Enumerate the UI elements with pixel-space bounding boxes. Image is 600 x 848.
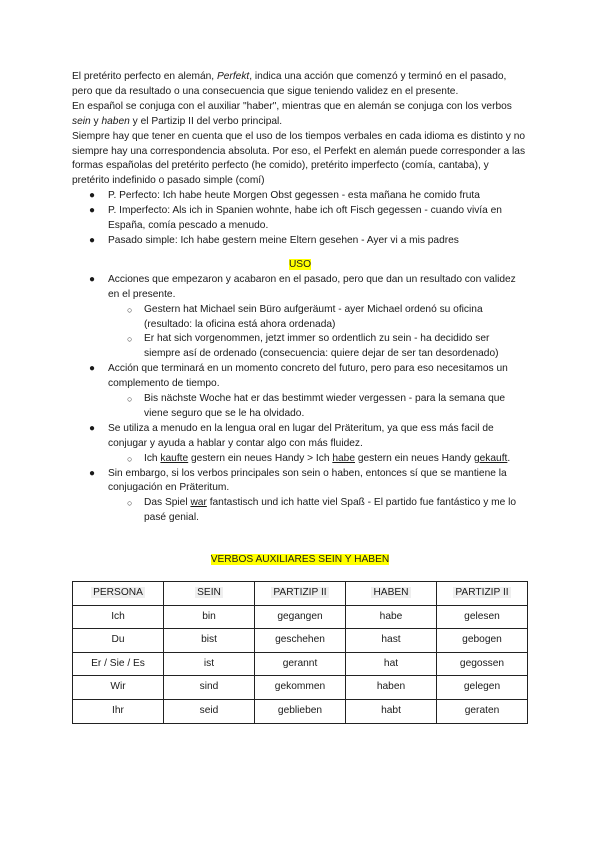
list-item [72, 467, 528, 497]
table-cell: gerannt [255, 652, 346, 676]
uso-list [72, 273, 528, 526]
bullet-icon: ● [89, 234, 96, 246]
table-cell: Du [73, 629, 164, 653]
list-item [72, 204, 528, 234]
header-text: HABEN [373, 586, 409, 598]
list-item-text: P. Perfecto: Ich habe heute Morgen Obst gegessen - esta mañana he comido fruta [108, 190, 480, 202]
sub-list-item [72, 332, 528, 362]
list-item [72, 234, 528, 249]
table-cell: Ihr [73, 700, 164, 724]
table-cell: Wir [73, 676, 164, 700]
text: y [90, 115, 102, 127]
table-cell: Ich [73, 605, 164, 629]
table-cell: hat [346, 652, 437, 676]
text: gestern ein neues Handy > Ich [188, 452, 333, 464]
table-cell: hast [346, 629, 437, 653]
bullet-icon: ● [89, 422, 96, 434]
uso-heading-line [72, 258, 528, 273]
sub-list-item [72, 303, 528, 333]
circle-bullet-icon: ○ [127, 334, 133, 345]
table-header-row [73, 582, 528, 606]
text: y el Partizip II del verbo principal. [129, 115, 283, 127]
list-item-text: Se utiliza a menudo en la lengua oral en lugar del Präteritum, ya que ess más facil de conjugar y ayuda a hablar y contar algo con más fluidez. [108, 422, 494, 449]
circle-bullet-icon: ○ [127, 394, 133, 405]
intro-paragraph-1 [72, 70, 528, 100]
table-row [73, 605, 528, 629]
table-cell: gegossen [437, 652, 528, 676]
column-header [346, 582, 437, 606]
list-item-text: Sin embargo, si los verbos principales son sein o haben, entonces sí que se mantiene la conjugación en Präteritum. [108, 467, 507, 494]
sub-list-item [72, 392, 528, 422]
list-item-text: Gestern hat Michael sein Büro aufgeräumt - ayer Michael ordenó su oficina (resultado: la oficina está ahora ordenada) [144, 303, 483, 330]
table-cell: gekommen [255, 676, 346, 700]
table-row [73, 700, 528, 724]
table-cell: gelegen [437, 676, 528, 700]
underlined-word: gekauft [473, 452, 508, 464]
bullet-icon: ● [89, 190, 96, 202]
intro-paragraph-2 [72, 100, 528, 130]
term-sein: sein [72, 115, 91, 127]
circle-bullet-icon: ○ [127, 498, 133, 509]
table-cell: geraten [437, 700, 528, 724]
document-page [72, 70, 528, 724]
table-cell: Er / Sie / Es [73, 652, 164, 676]
term-perfekt: Perfekt [216, 71, 250, 82]
list-item-text: Bis nächste Woche hat er das bestimmt wieder vergessen - para la semana que viene seguro que se le ha olvidado. [144, 393, 506, 419]
list-item-text: P. Imperfecto: Als ich in Spanien wohnte, habe ich oft Fisch gegessen - cuando vivía en España, comía pescado a menudo. [108, 205, 502, 232]
underlined-word: war [190, 497, 207, 509]
list-item-text: Er hat sich vorgenommen, jetzt immer so ordentlich zu sein - ha decidido ser siempre así de ordenado (consecuencia: quiere dejar de ser tan desordenado) [144, 333, 499, 360]
list-item-text: Acciones que empezaron y acabaron en el pasado, pero que dan un resultado con validez en el presente. [108, 273, 516, 300]
column-header [255, 582, 346, 606]
text: El pretérito perfecto en alemán, [72, 71, 217, 82]
column-header [73, 582, 164, 606]
bullet-icon: ● [89, 467, 96, 479]
column-header [164, 582, 255, 606]
verbos-table [72, 581, 528, 724]
verbos-heading-line [72, 553, 528, 568]
list-item [72, 189, 528, 204]
column-header [437, 582, 528, 606]
table-cell: gelesen [437, 605, 528, 629]
sub-list-item [72, 452, 528, 467]
text: , indica una acción que comenzó y terminó en el pasado, pero que da resultado o una consecuencia que sigue teniendo validez en el presente. [72, 71, 507, 97]
term-haben: haben [101, 115, 130, 127]
underlined-word: kaufte [160, 452, 189, 464]
list-item [72, 422, 528, 452]
table-cell: gegangen [255, 605, 346, 629]
circle-bullet-icon: ○ [127, 453, 133, 464]
table-cell: gebogen [437, 629, 528, 653]
table-cell: geschehen [255, 629, 346, 653]
table-cell: ist [164, 652, 255, 676]
table-cell: geblieben [255, 700, 346, 724]
intro-paragraph-3: Siempre hay que tener en cuenta que el uso de los tiempos verbales en cada idioma es distinto y no siempre hay una correspondencia absoluta. Por eso, el Perfekt en alemán puede corresponder a las formas españolas del pretérito perfecto (he comido), pretérito imperfecto (comía, cantaba), y pretérito indefinido o pasado simple (comí) [72, 130, 526, 187]
table-row [73, 652, 528, 676]
header-text: SEIN [197, 586, 221, 598]
table-cell: habt [346, 700, 437, 724]
list-item [72, 273, 528, 303]
table-row [73, 676, 528, 700]
verbos-heading: VERBOS AUXILIARES SEIN Y HABEN [210, 554, 390, 566]
bullet-icon: ● [89, 363, 96, 375]
text: Ich [144, 452, 161, 464]
table-cell: sind [164, 676, 255, 700]
circle-bullet-icon: ○ [127, 304, 133, 315]
underlined-word: habe [332, 452, 355, 464]
intro-bullet-list [72, 189, 528, 249]
bullet-icon: ● [89, 205, 96, 217]
sub-list-item [72, 496, 528, 526]
table-cell: bin [164, 605, 255, 629]
table-cell: seid [164, 700, 255, 724]
text: fantastisch und ich hatte viel Spaß - El partido fue fantástico y me lo pasé genial. [144, 497, 517, 524]
uso-heading: USO [288, 258, 312, 270]
header-text: PERSONA [93, 586, 143, 598]
header-text: PARTIZIP II [455, 586, 509, 598]
list-item [72, 362, 528, 392]
text: . [507, 452, 511, 464]
text: Das Spiel [144, 497, 191, 509]
table-row [73, 629, 528, 653]
text: gestern ein neues Handy [355, 452, 474, 464]
list-item-text: Acción que terminará en un momento concreto del futuro, pero para eso necesitamos un complemento de tiempo. [108, 363, 508, 390]
list-item-text: Pasado simple: Ich habe gestern meine Eltern gesehen - Ayer vi a mis padres [108, 234, 459, 246]
bullet-icon: ● [89, 273, 96, 285]
text: En español se conjuga con el auxiliar "haber", mientras que en alemán se conjuga con los verbos [72, 100, 512, 112]
table-cell: bist [164, 629, 255, 653]
header-text: PARTIZIP II [273, 586, 327, 598]
table-cell: habe [346, 605, 437, 629]
table-cell: haben [346, 676, 437, 700]
